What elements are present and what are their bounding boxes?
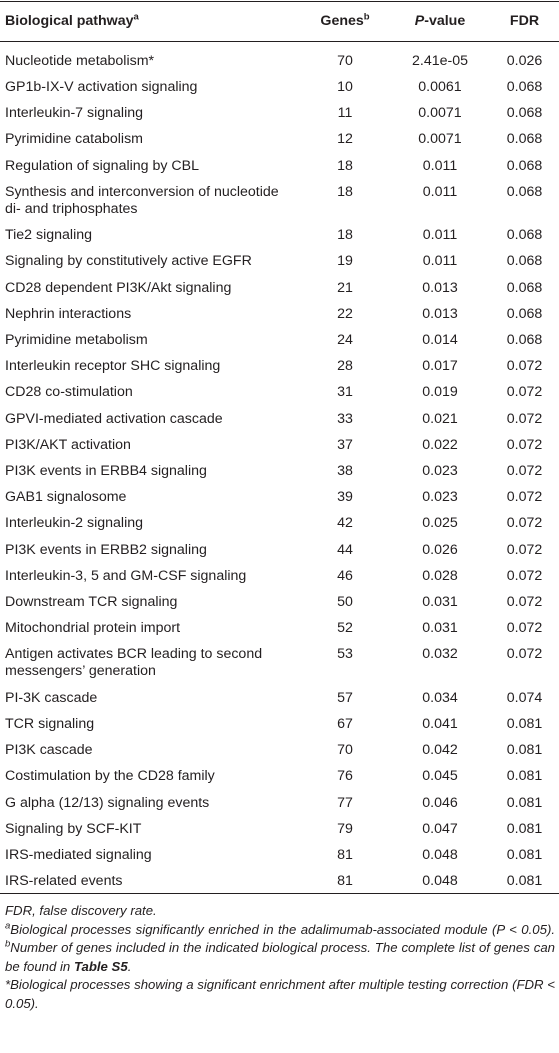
fdr-cell: 0.068 [506,227,543,244]
table-row [0,152,559,178]
table-row [0,178,559,222]
table-row [0,125,559,151]
genes-cell: 18 [337,183,353,200]
fdr-cell: 0.068 [506,183,543,200]
genes-cell: 31 [337,384,353,401]
header-fdr: FDR [509,13,540,29]
table-row [0,684,559,710]
pvalue-cell: 0.031 [422,620,458,637]
pathway-cell: Regulation of signaling by CBL [5,157,200,174]
pvalue-cell: 0.011 [422,227,458,244]
header-pathway: Biological pathway$^a$ [5,11,139,29]
pvalue-cell: 0.042 [422,742,458,759]
table-row [0,640,559,684]
pvalue-cell: 0.017 [422,358,458,375]
pathway-cell: TCR signaling [5,715,95,732]
pathway-cell: GPVI-mediated activation cascade [5,410,223,427]
genes-cell: 70 [337,742,353,759]
pvalue-cell: 0.048 [422,873,458,890]
pathway-cell: G alpha (12/13) signaling events [5,794,210,811]
genes-cell: 44 [337,541,353,558]
pathway-table [0,2,559,41]
pathway-cell: GAB1 signalosome [5,489,127,506]
table-row [0,867,559,893]
pathway-cell: Interleukin-3, 5 and GM-CSF signaling [5,567,247,584]
pathway-cell: CD28 dependent PI3K/Akt signaling [5,279,232,296]
fdr-cell: 0.081 [506,846,543,863]
table-container [0,1,559,1013]
pathway-cell: Tie2 signaling [5,227,93,244]
genes-cell: 11 [337,105,353,122]
table-footnotes [0,894,559,1013]
table-row [0,562,559,588]
fdr-cell: 0.072 [506,541,543,558]
fdr-cell: 0.072 [506,620,543,637]
genes-cell: 42 [337,515,353,532]
pvalue-cell: 0.048 [422,846,458,863]
pvalue-cell: 0.011 [422,253,458,270]
fdr-cell: 0.081 [506,715,543,732]
pvalue-cell: 0.011 [422,183,458,200]
pvalue-cell: 0.021 [422,410,458,427]
pvalue-cell: 0.023 [422,462,458,479]
pvalue-cell: 0.0071 [418,131,462,148]
table-row [0,736,559,762]
pathway-cell: Mitochondrial protein import [5,620,181,637]
pathway-cell: PI3K/AKT activation [5,436,131,453]
pvalue-cell: 0.0071 [418,105,462,122]
table-row [0,841,559,867]
pathway-cell: Synthesis and interconversion of nucleotide di- and triphosphates [5,183,279,217]
pvalue-cell: 0.046 [422,794,458,811]
pvalue-cell: 0.023 [422,489,458,506]
genes-cell: 81 [337,846,353,863]
genes-cell: 57 [337,689,353,706]
genes-cell: 19 [337,253,353,270]
fdr-cell: 0.068 [506,157,543,174]
table-row [0,536,559,562]
genes-cell: 37 [337,436,353,453]
table-row [0,457,559,483]
fdr-cell: 0.074 [506,689,543,706]
fdr-cell: 0.068 [506,105,543,122]
fdr-cell: 0.081 [506,820,543,837]
pathway-cell: PI3K cascade [5,742,93,759]
genes-cell: 22 [337,305,353,322]
pathway-cell: Downstream TCR signaling [5,593,178,610]
table-row [0,762,559,788]
pathway-cell: GP1b-IX-V activation signaling [5,79,198,95]
genes-cell: 46 [337,567,353,584]
table-row [0,326,559,352]
fdr-cell: 0.072 [506,567,543,584]
pvalue-cell: 0.013 [422,305,458,322]
table-row [0,73,559,99]
table-header [0,2,559,41]
table-s5-link[interactable]: Table S5 [73,958,128,974]
pathway-cell: Antigen activates BCR leading to second messengers’ generation [5,646,263,680]
pathway-cell: Costimulation by the CD28 family [5,768,215,785]
fdr-cell: 0.068 [506,279,543,296]
pvalue-cell: 0.032 [422,646,458,663]
fdr-cell: 0.081 [506,742,543,759]
pvalue-cell: 0.028 [422,567,458,584]
pvalue-cell: 0.022 [422,436,458,453]
table-body [0,42,559,893]
genes-cell: 12 [337,131,353,148]
pvalue-cell: 0.026 [422,541,458,558]
table-row [0,815,559,841]
table-row [0,247,559,273]
fdr-cell: 0.072 [506,593,543,610]
pathway-cell: Pyrimidine catabolism [5,131,143,148]
table-row [0,614,559,640]
pathway-cell: CD28 co-stimulation [5,384,133,401]
pvalue-cell: 0.013 [422,279,458,296]
footnote-star: *Biological processes showing a significant enrichment after multiple testing correction (FDR < 0.05). [5,977,555,1011]
header-genes-sup: b [363,11,370,23]
genes-cell: 81 [337,873,353,890]
footnote-ab: $^a$Biological processes significantly enriched in the adalimumab-associated module (P < 0.05). $^b$Number of genes included in the indicated biological process. The complete list of genes can be found in Table S5. [5,920,555,974]
pathway-cell: IRS-related events [5,873,123,890]
genes-cell: 52 [337,620,353,637]
pvalue-cell: 0.041 [422,715,458,732]
pvalue-cell: 0.019 [422,384,458,401]
pvalue-cell: 0.014 [422,332,458,348]
table-row [0,588,559,614]
genes-cell: 79 [337,820,353,837]
pathway-cell: Nucleotide metabolism* [5,53,155,69]
table-row [0,274,559,300]
pathway-cell: Signaling by constitutively active EGFR [5,253,252,270]
fdr-cell: 0.026 [506,53,543,69]
genes-cell: 10 [337,79,353,95]
genes-cell: 28 [337,358,353,375]
table-row [0,710,559,736]
fdr-cell: 0.068 [506,131,543,148]
pathway-cell: PI3K events in ERBB2 signaling [5,541,207,558]
fdr-cell: 0.072 [506,515,543,532]
genes-cell: 38 [337,462,353,479]
table-row [0,42,559,73]
pathway-cell: Interleukin receptor SHC signaling [5,358,221,375]
fdr-cell: 0.068 [506,79,543,95]
genes-cell: 33 [337,410,353,427]
footnote-fdr: FDR, false discovery rate. [5,903,157,919]
pvalue-cell: 0.0061 [418,79,462,95]
genes-cell: 24 [337,332,353,348]
genes-cell: 18 [337,157,353,174]
genes-cell: 70 [337,53,353,69]
pvalue-cell: 0.011 [422,157,458,174]
genes-cell: 39 [337,489,353,506]
table-row [0,483,559,509]
table-row [0,509,559,535]
table-row [0,405,559,431]
genes-cell: 53 [337,646,353,663]
pathway-cell: PI-3K cascade [5,689,98,706]
pvalue-cell: 0.045 [422,768,458,785]
pathway-cell: Interleukin-7 signaling [5,105,144,122]
pvalue-cell: 0.034 [422,689,458,706]
pathway-cell: PI3K events in ERBB4 signaling [5,462,207,479]
table-row [0,378,559,404]
pvalue-cell: 0.025 [422,515,458,532]
table-row [0,431,559,457]
table-row [0,99,559,125]
fdr-cell: 0.068 [506,253,543,270]
table-row [0,300,559,326]
fdr-cell: 0.072 [506,410,543,427]
header-pvalue: P-value [414,13,466,29]
genes-cell: 50 [337,593,353,610]
fdr-cell: 0.072 [506,436,543,453]
fdr-cell: 0.072 [506,646,543,663]
pathway-cell: Pyrimidine metabolism [5,332,148,348]
table-row [0,352,559,378]
pathway-cell: IRS-mediated signaling [5,846,152,863]
fdr-cell: 0.081 [506,794,543,811]
genes-cell: 21 [337,279,353,296]
fdr-cell: 0.072 [506,358,543,375]
genes-cell: 77 [337,794,353,811]
table-row [0,789,559,815]
genes-cell: 18 [337,227,353,244]
fdr-cell: 0.072 [506,489,543,506]
header-pathway-sup: a [133,11,139,23]
fdr-cell: 0.081 [506,873,543,890]
table-row [0,221,559,247]
pvalue-cell: 0.047 [422,820,458,837]
pvalue-cell: 2.41e-05 [411,53,468,69]
fdr-cell: 0.072 [506,384,543,401]
genes-cell: 67 [337,715,353,732]
fdr-cell: 0.081 [506,768,543,785]
genes-cell: 76 [337,768,353,785]
fdr-cell: 0.068 [506,332,543,348]
pathway-table-body [0,42,559,893]
fdr-cell: 0.072 [506,462,543,479]
fdr-cell: 0.068 [506,305,543,322]
pvalue-cell: 0.031 [422,593,458,610]
header-genes: Genes$^b$ [320,11,370,29]
pathway-cell: Signaling by SCF-KIT [5,820,142,837]
pathway-cell: Interleukin-2 signaling [5,515,144,532]
pathway-cell: Nephrin interactions [5,305,132,322]
